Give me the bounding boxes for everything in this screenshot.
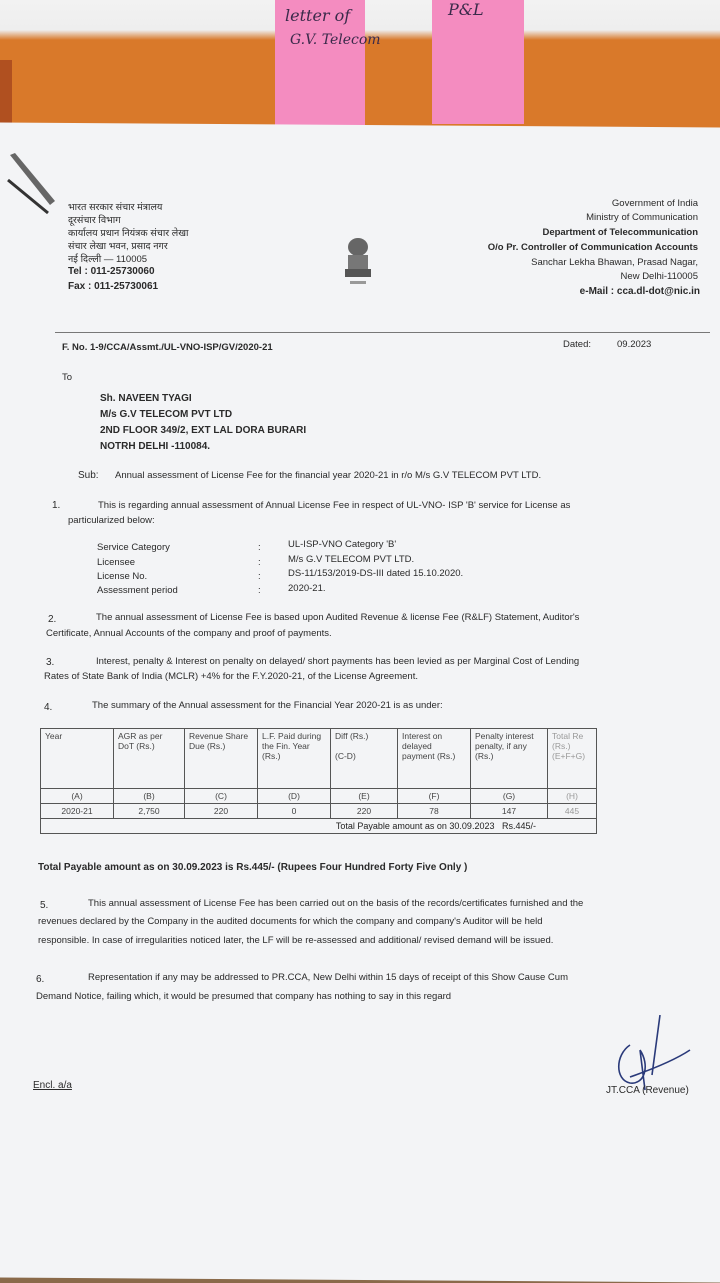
detail-label-1: Service Category	[97, 542, 170, 553]
letter-h: (H)	[548, 789, 597, 804]
detail-colon-1: :	[258, 542, 261, 553]
th-year: Year	[41, 729, 114, 789]
th-total-formula: (E+F+G)	[552, 751, 586, 761]
para3-number: 3.	[46, 657, 55, 668]
para6-line-2: Demand Notice, failing which, it would be presumed that company has nothing to say in this regard	[36, 991, 452, 1002]
address-line-4: NOTRH DELHI -110084.	[100, 441, 211, 452]
th-interest: Interest on delayed payment (Rs.)	[398, 729, 471, 789]
letter-g: (G)	[471, 789, 548, 804]
detail-label-3: License No.	[97, 571, 148, 582]
tel-number: Tel : 011-25730060	[68, 266, 155, 277]
email-address: e-Mail : cca.dl-dot@nic.in	[579, 286, 700, 297]
hindi-line-2: दूरसंचार विभाग	[68, 215, 121, 226]
table-total-label: Total Payable amount as on 30.09.2023	[335, 821, 495, 831]
english-line-6: New Delhi-110005	[620, 271, 698, 282]
para3-line-2: Rates of State Bank of India (MCLR) +4% for the F.Y.2020-21, of the License Agreement.	[44, 671, 418, 682]
clip-icon	[0, 145, 70, 220]
letter-c: (C)	[185, 789, 258, 804]
letter-f: (F)	[398, 789, 471, 804]
th-total-label: Total Re (Rs.)	[552, 731, 584, 751]
fax-number: Fax : 011-25730061	[68, 281, 159, 292]
to-label: To	[62, 372, 73, 383]
detail-value-3: DS-11/153/2019-DS-III dated 15.10.2020.	[288, 568, 464, 579]
english-line-3: Department of Telecommunication	[542, 227, 698, 238]
table-total-value: Rs.445/-	[501, 821, 536, 831]
sticky-note-text-3: P&L	[448, 0, 484, 19]
hindi-line-4: संचार लेखा भवन, प्रसाद नगर	[68, 241, 168, 252]
para3-line-1: Interest, penalty & Interest on penalty on delayed/ short payments has been levied as per Marginal Cost of Lending	[96, 656, 580, 667]
cell-penalty: 147	[471, 804, 548, 819]
address-line-3: 2ND FLOOR 349/2, EXT LAL DORA BURARI	[100, 425, 307, 436]
cell-agr: 2,750	[114, 804, 185, 819]
letter-b: (B)	[114, 789, 185, 804]
para4-text: The summary of the Annual assessment for the Financial Year 2020-21 is as under:	[92, 700, 443, 711]
detail-colon-2: :	[258, 557, 261, 568]
para2-line-2: Certificate, Annual Accounts of the company and proof of payments.	[46, 628, 332, 639]
total-payable-line: Total Payable amount as on 30.09.2023 is Rs.445/- (Rupees Four Hundred Forty Five Only )	[38, 862, 468, 873]
english-line-1: Government of India	[611, 198, 698, 209]
letter-a: (A)	[41, 789, 114, 804]
national-emblem-icon	[340, 235, 376, 291]
table-total-row	[41, 819, 597, 834]
th-diff	[331, 729, 398, 789]
hindi-line-1: भारत सरकार संचार मंत्रालय	[68, 202, 163, 213]
cell-total: 445	[548, 804, 597, 819]
subject-label: Sub:	[78, 470, 99, 481]
detail-colon-4: :	[258, 585, 261, 596]
para1-number: 1.	[52, 500, 61, 511]
para5-line-2: revenues declared by the Company in the audited documents for which the company and company's Auditor will be held	[38, 916, 543, 927]
cell-revenue-share: 220	[185, 804, 258, 819]
hindi-line-5: नई दिल्ली — 110005	[68, 254, 148, 265]
sticky-note-text-1: letter of	[285, 6, 351, 25]
detail-label-4: Assessment period	[97, 585, 178, 596]
english-line-5: Sanchar Lekha Bhawan, Prasad Nagar,	[531, 257, 698, 268]
para1-line-2: particularized below:	[68, 515, 155, 526]
english-line-4: O/o Pr. Controller of Communication Accounts	[487, 242, 698, 253]
th-diff-formula: (C-D)	[335, 751, 356, 761]
address-line-1: Sh. NAVEEN TYAGI	[100, 393, 192, 404]
para5-line-1: This annual assessment of License Fee has been carried out on the basis of the records/certificates furnished and the	[88, 898, 584, 909]
signatory-title: JT.CCA (Revenue)	[606, 1085, 689, 1096]
dated-label: Dated:	[563, 339, 591, 350]
th-agr: AGR as per DoT (Rs.)	[114, 729, 185, 789]
letter-e: (E)	[331, 789, 398, 804]
assessment-table	[40, 728, 597, 834]
detail-value-2: M/s G.V TELECOM PVT LTD.	[288, 554, 415, 565]
hindi-line-3: कार्यालय प्रधान नियंत्रक संचार लेखा	[68, 228, 189, 239]
para2-number: 2.	[48, 614, 57, 625]
th-diff-label: Diff (Rs.)	[335, 731, 369, 741]
detail-value-1: UL-ISP-VNO Category 'B'	[288, 539, 397, 550]
th-revenue-share: Revenue Share Due (Rs.)	[185, 729, 258, 789]
th-total	[548, 729, 597, 789]
english-line-2: Ministry of Communication	[586, 212, 698, 223]
subject-text: Annual assessment of License Fee for the financial year 2020-21 in r/o M/s G.V TELECOM PVT LTD.	[115, 470, 542, 481]
enclosure-note: Encl. a/a	[33, 1080, 72, 1091]
letter-d: (D)	[258, 789, 331, 804]
dated-value: 09.2023	[617, 339, 652, 350]
cell-diff: 220	[331, 804, 398, 819]
para2-line-1: The annual assessment of License Fee is based upon Audited Revenue & license Fee (R&LF) Statement, Auditor's	[96, 612, 580, 623]
detail-value-4: 2020-21.	[288, 583, 326, 594]
para4-number: 4.	[44, 702, 53, 713]
para6-number: 6.	[36, 974, 45, 985]
header-divider	[55, 332, 710, 333]
cell-lf-paid: 0	[258, 804, 331, 819]
detail-colon-3: :	[258, 571, 261, 582]
th-lf-paid: L.F. Paid during the Fin. Year (Rs.)	[258, 729, 331, 789]
address-line-2: M/s G.V TELECOM PVT LTD	[100, 409, 233, 420]
detail-label-2: Licensee	[97, 557, 136, 568]
cell-year: 2020-21	[41, 804, 114, 819]
cell-interest: 78	[398, 804, 471, 819]
sticky-note-text-2: G.V. Telecom	[290, 32, 381, 48]
para5-number: 5.	[40, 900, 49, 911]
para1-line-1: This is regarding annual assessment of Annual License Fee in respect of UL-VNO- ISP 'B' service for License as	[98, 500, 571, 511]
para6-line-1: Representation if any may be addressed to PR.CCA, New Delhi within 15 days of receipt of this Show Cause Cum	[88, 972, 568, 983]
file-number: F. No. 1-9/CCA/Assmt./UL-VNO-ISP/GV/2020-21	[62, 342, 273, 353]
para5-line-3: responsible. In case of irregularities noticed later, the LF will be re-assessed and additional/ revised demand will be issued.	[38, 935, 554, 946]
th-penalty: Penalty interest penalty, if any (Rs.)	[471, 729, 548, 789]
